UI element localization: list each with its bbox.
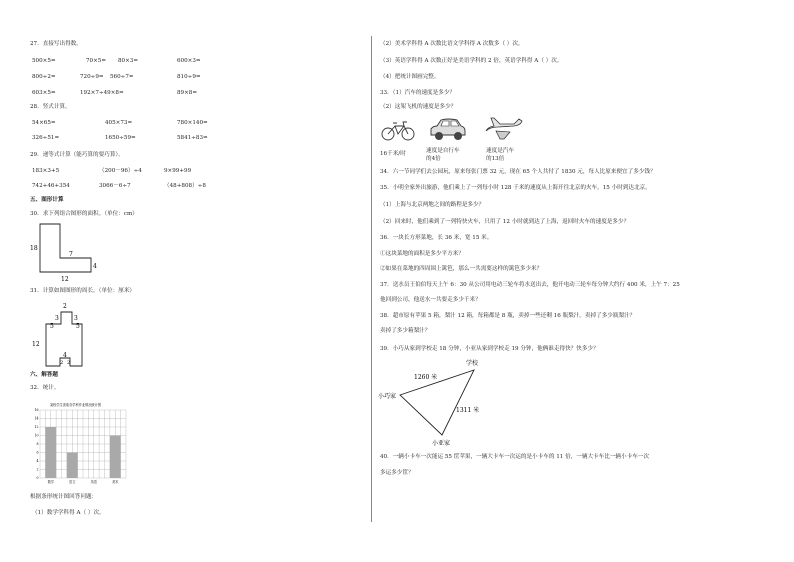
y-tick-label: 4 bbox=[36, 459, 39, 464]
q31-perimeter-figure bbox=[28, 298, 98, 368]
q33-part2: （2）这架飞机的速度是多少？ bbox=[380, 104, 457, 110]
q31-label-side-left: 5 bbox=[50, 323, 54, 330]
l-shape-outline bbox=[40, 224, 91, 272]
q30-label-inner: 7 bbox=[69, 251, 73, 258]
label-xiaoya-home: 小亚家 bbox=[432, 440, 451, 447]
q27-title: 27．直接写出得数。 bbox=[30, 41, 82, 47]
y-tick-label: 12 bbox=[34, 425, 39, 430]
q30-label-bottom: 12 bbox=[61, 276, 69, 283]
speed-label-plane-line2: 的13倍 bbox=[486, 156, 505, 162]
q27-cell: 560÷7= bbox=[110, 74, 134, 80]
q36-part2: ②如果在菜地的四周围上篱笆，那么一共需要这样的篱笆多少米？ bbox=[380, 266, 543, 272]
q32-subquestion-2: （2）美术学科得 A 次数比语文学科得 A 次数多（ ）次。 bbox=[380, 41, 524, 47]
q29-title: 29．递等式计算（能巧算的要巧算）。 bbox=[30, 152, 124, 158]
q30-l-shape-figure bbox=[28, 222, 108, 284]
q31-label-bottom-left: 2 bbox=[60, 360, 64, 366]
q31-label-notch-left: 3 bbox=[55, 315, 59, 322]
q32-prompt: 根据条形统计图回答问题： bbox=[30, 494, 98, 500]
q29-cell: 3066－6÷7 bbox=[99, 183, 131, 189]
bar-1 bbox=[67, 453, 78, 479]
speed-label-bicycle: 16千米/时 bbox=[380, 151, 406, 157]
q27-cell: 810÷9= bbox=[177, 74, 201, 80]
q31-label-notch-right: 3 bbox=[74, 315, 78, 322]
q36-text: 36．一块长方形菜地，长 36 米，宽 15 米。 bbox=[380, 235, 493, 241]
q37-line1: 37．送水员王伯伯每天上午 6：30 从公司用电动三轮车将水送出去，他开电动三轮车每分钟大约行 400 米，上午 7：25 bbox=[380, 282, 680, 288]
q31-label-height: 12 bbox=[32, 341, 40, 348]
q32-subquestion-3: （3）英语学科得 A 次数正好是美语学科的 2 倍，英语学科得 A（ ）次。 bbox=[380, 58, 563, 64]
y-tick-label: 16 bbox=[34, 408, 39, 413]
q28-cell: 326÷51= bbox=[32, 135, 60, 141]
q38-line1: 38．超市原有苹果 5 箱，梨汁 12 箱，每箱都是 8 瓶，卖掉一些还剩 16 瓶梨汁。卖掉了多少瓶梨汁？ bbox=[380, 313, 636, 319]
q27-cell: 80×3= bbox=[118, 58, 139, 64]
speed-label-car-line1: 速度是自行车 bbox=[426, 148, 460, 154]
bar-3 bbox=[110, 436, 121, 479]
q27-cell: 720÷9= bbox=[80, 74, 104, 80]
q39-text: 39．小巧从家到学校走 18 分钟，小亚从家到学校走 19 分钟，他俩谁走得快？快多少？ bbox=[380, 346, 599, 352]
speed-label-car-line2: 的4倍 bbox=[426, 156, 441, 162]
x-category-label: 美术 bbox=[112, 480, 119, 484]
q35-part1: （1）上海与北京两地之间的路程是多少？ bbox=[380, 202, 485, 208]
label-distance-2: 1311 米 bbox=[456, 407, 480, 414]
q29-cell: 183×3+5 bbox=[32, 168, 60, 174]
q27-cell: 603×5= bbox=[32, 90, 56, 96]
y-tick-label: 14 bbox=[34, 416, 39, 421]
column-divider bbox=[371, 36, 372, 522]
q38-line2: 卖掉了多少箱梨汁？ bbox=[380, 328, 431, 334]
q31-label-bottom-right: 2 bbox=[67, 360, 71, 366]
q28-cell: 780×140= bbox=[177, 120, 208, 126]
q29-cell: 9×99+99 bbox=[164, 168, 192, 174]
bar-0 bbox=[45, 427, 56, 478]
q28-cell: 5841÷83= bbox=[177, 135, 208, 141]
y-tick-label: 6 bbox=[36, 450, 39, 455]
q31-label-top: 2 bbox=[63, 303, 67, 310]
q29-cell: 742+46+354 bbox=[32, 183, 70, 189]
q31-label-side-right: 5 bbox=[76, 323, 80, 330]
q28-cell: 1650÷59= bbox=[105, 135, 136, 141]
y-tick-label: 8 bbox=[36, 442, 39, 447]
q40-line2: 多运多少筐？ bbox=[380, 470, 414, 476]
bicycle-icon bbox=[380, 118, 416, 142]
q36-part1: ①这块菜地的面积是多少平方米？ bbox=[380, 251, 464, 257]
speed-label-plane-line1: 速度是汽车 bbox=[486, 148, 514, 154]
q31-title: 31．计算如图图形的周长。（单位：厘米） bbox=[30, 288, 136, 294]
q32-subquestion-1: （1）数学学科得 A（ ）次。 bbox=[32, 510, 105, 516]
q27-cell: 89×8= bbox=[177, 90, 198, 96]
label-xiaoqiao-home: 小巧家 bbox=[378, 393, 397, 400]
q28-cell: 54×65= bbox=[32, 120, 56, 126]
q32-title: 32．统计。 bbox=[30, 385, 60, 391]
q27-cell: 70×5= bbox=[86, 58, 107, 64]
q40-line1: 40．一辆小卡车一次能运 55 筐苹果，一辆大卡车一次运的是小卡车的 11 倍，一辆大卡车比一辆小卡车一次 bbox=[380, 454, 649, 460]
q27-cell: 600×3= bbox=[177, 58, 201, 64]
q37-line2: 他回到公司，他送水一共要走多少千米？ bbox=[380, 297, 481, 303]
q28-title: 28．竖式计算。 bbox=[30, 104, 71, 110]
q32-subquestion-4: （4）把统计图画完整。 bbox=[380, 74, 440, 80]
car-icon bbox=[428, 117, 468, 143]
airplane-icon bbox=[484, 115, 524, 143]
q29-cell: （200－96）÷4 bbox=[99, 168, 142, 174]
section5-heading: 五、图形计算 bbox=[30, 197, 64, 203]
q31-label-bottom-width: 4 bbox=[63, 352, 67, 359]
q35-text: 35．小明全家外出旅游，他们乘上了一列每小时 128 千米的速度从上海开往北京的火车，15 小时到达北京。 bbox=[380, 185, 651, 191]
q27-cell: 192×7÷49×8= bbox=[80, 90, 124, 96]
q28-cell: 405×73= bbox=[105, 120, 133, 126]
q30-label-left: 18 bbox=[30, 245, 38, 252]
q27-cell: 500×5= bbox=[32, 58, 56, 64]
x-category-label: 英语 bbox=[90, 480, 97, 484]
section6-heading: 六、解答题 bbox=[30, 372, 58, 378]
q29-cell: （48+808）÷8 bbox=[164, 183, 206, 189]
x-category-label: 数学 bbox=[47, 480, 54, 484]
x-category-label: 语文 bbox=[69, 480, 76, 484]
label-school: 学校 bbox=[466, 360, 479, 367]
y-tick-label: 0 bbox=[36, 476, 39, 481]
chart-title: 某校学生喜欢各学科作业情况统计图 bbox=[50, 403, 101, 407]
q33-part1: 33．（1）汽车的速度是多少？ bbox=[380, 90, 456, 96]
q32-bar-chart bbox=[30, 397, 130, 491]
q30-label-right: 4 bbox=[93, 263, 97, 270]
q39-route-map bbox=[378, 356, 508, 448]
q27-cell: 800÷2= bbox=[32, 74, 56, 80]
label-distance-1: 1260 米 bbox=[414, 374, 438, 381]
y-tick-label: 10 bbox=[34, 433, 39, 438]
q34-text: 34．六一节同学们去公园玩，原来每张门票 32 元，现在 65 个人共付了 1830 元，每人比原来便宜了多少钱？ bbox=[380, 169, 656, 175]
q35-part2: （2）回来时，他们乘到了一列特快火车，只用了 12 小时就到达了上海，返回时火车的速度是多少？ bbox=[380, 219, 630, 225]
y-tick-label: 2 bbox=[36, 467, 39, 472]
q30-title: 30．求下列组合图形的面积。（单位：cm） bbox=[30, 211, 138, 217]
